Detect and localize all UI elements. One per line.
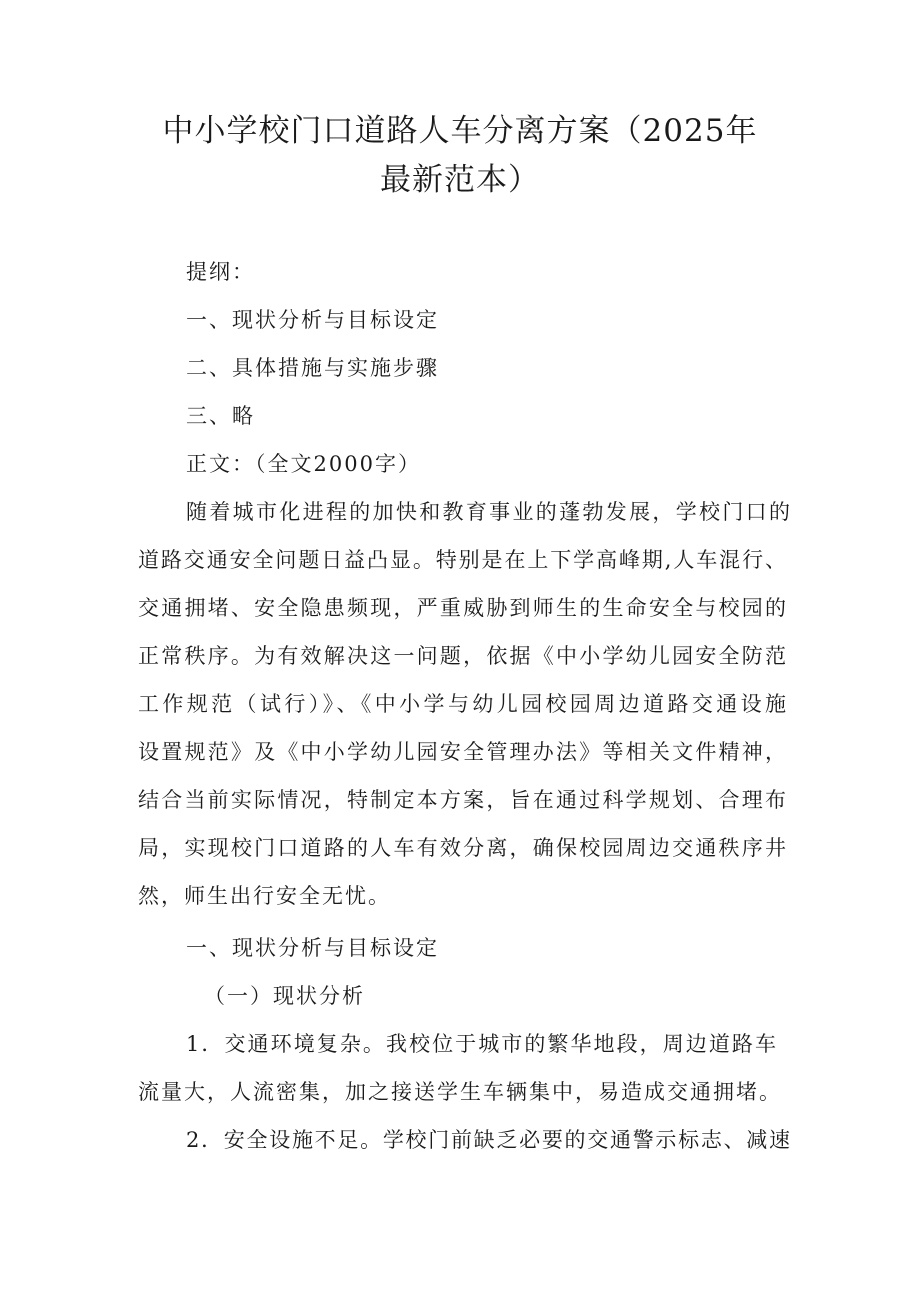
- intro-line-1: 随着城市化进程的加快和教育事业的蓬勃发展，学校门口的: [186, 500, 790, 524]
- intro-line-9: 然，师生出行安全无忧。: [138, 884, 391, 908]
- item-2-line-1: 2．安全设施不足。学校门前缺乏必要的交通警示标志、减速: [186, 1128, 790, 1152]
- document-title-line-2: 最新范本）: [380, 162, 540, 198]
- intro-line-5: 工作规范（试行）》、《中小学与幼儿园校园周边道路交通设施: [138, 692, 786, 716]
- document-title-line-1: 中小学校门口道路人车分离方案（2025年: [162, 113, 758, 149]
- intro-line-6: 设置规范》及《中小学幼儿园安全管理办法》等相关文件精神，: [138, 740, 786, 764]
- outline-item-2: 二、具体措施与实施步骤: [186, 356, 439, 380]
- intro-line-2: 道路交通安全问题日益凸显。特别是在上下学高峰期,人车混行、: [138, 548, 786, 572]
- outline-item-1: 一、现状分析与目标设定: [186, 308, 439, 332]
- intro-line-3: 交通拥堵、安全隐患频现，严重威胁到师生的生命安全与校园的: [138, 596, 786, 620]
- body-label: 正文：（全文2000字）: [186, 452, 421, 476]
- subsection-1-heading: （一）现状分析: [204, 984, 365, 1008]
- section-1-heading: 一、现状分析与目标设定: [186, 936, 439, 960]
- item-1-line-2: 流量大，人流密集，加之接送学生车辆集中，易造成交通拥堵。: [138, 1080, 780, 1104]
- outline-label: 提纲：: [186, 260, 255, 284]
- intro-line-8: 局，实现校门口道路的人车有效分离，确保校园周边交通秩序井: [138, 836, 786, 860]
- intro-line-7: 结合当前实际情况，特制定本方案，旨在通过科学规划、合理布: [138, 788, 786, 812]
- item-1-line-1: 1．交通环境复杂。我校位于城市的繁华地段，周边道路车: [186, 1032, 776, 1056]
- outline-item-3: 三、略: [186, 404, 255, 428]
- intro-line-4: 正常秩序。为有效解决这一问题，依据《中小学幼儿园安全防范: [138, 644, 786, 668]
